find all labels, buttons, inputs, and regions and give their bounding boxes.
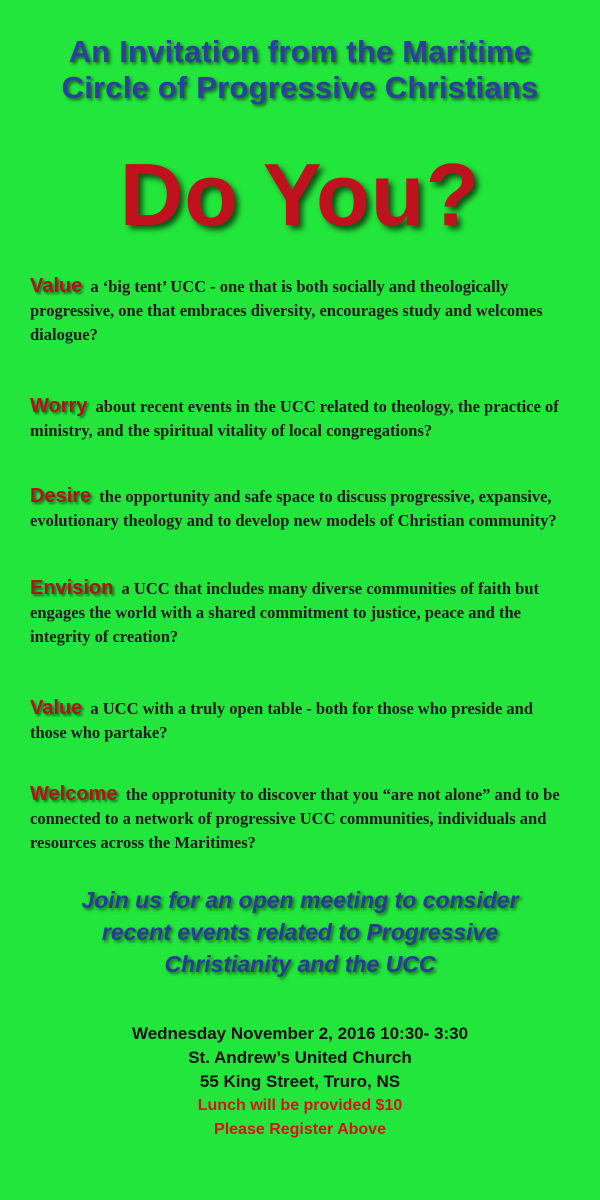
title-line-2: Circle of Progressive Christians [61,70,539,105]
question-item-worry [30,394,570,443]
event-date-time: Wednesday November 2, 2016 10:30- 3:30 [131,1024,469,1043]
headline-do-you: Do You? [119,145,481,244]
join-line-1: Join us for an open meeting to consider [81,887,519,913]
question-keyword: Desire [30,485,92,507]
event-venue: St. Andrew’s United Church [188,1048,412,1067]
register-note: Please Register Above [214,1121,386,1138]
question-keyword: Worry [30,395,88,417]
invitation-title [0,34,600,106]
event-address: 55 King Street, Truro, NS [199,1072,401,1091]
question-keyword: Value [30,275,83,297]
question-text: the opportunity and safe space to discuss progressive, expansive, evolutionary theology and to develop new models of Christian community? [30,487,557,530]
question-text: a ‘big tent’ UCC - one that is both socially and theologically progressive, one that embraces diversity, encourages study and welcomes dialogue? [30,277,543,344]
title-line-1: An Invitation from the Maritime [68,34,532,69]
question-item-desire [30,484,570,533]
question-item-welcome [30,782,570,855]
question-text: a UCC that includes many diverse communities of faith but engages the world with a shared commitment to justice, peace and the integrity of creation? [30,579,540,646]
join-invitation [0,884,600,980]
question-item-value-open-table [30,696,570,745]
question-text: the opprotunity to discover that you “are not alone” and to be connected to a network of progressive UCC communities, individuals and resources across the Maritimes? [30,785,560,852]
lunch-note: Lunch will be provided $10 [197,1097,403,1114]
question-item-value [30,274,570,347]
question-keyword: Value [30,697,83,719]
question-text: about recent events in the UCC related to theology, the practice of ministry, and the spiritual vitality of local congregations? [30,397,559,440]
event-details [0,1022,600,1142]
question-keyword: Envision [30,577,114,599]
question-text: a UCC with a truly open table - both for those who preside and those who partake? [30,699,534,742]
question-keyword: Welcome [30,783,118,805]
join-line-2: recent events related to Progressive [101,919,499,945]
join-line-3: Christianity and the UCC [164,951,436,977]
question-item-envision [30,576,570,649]
